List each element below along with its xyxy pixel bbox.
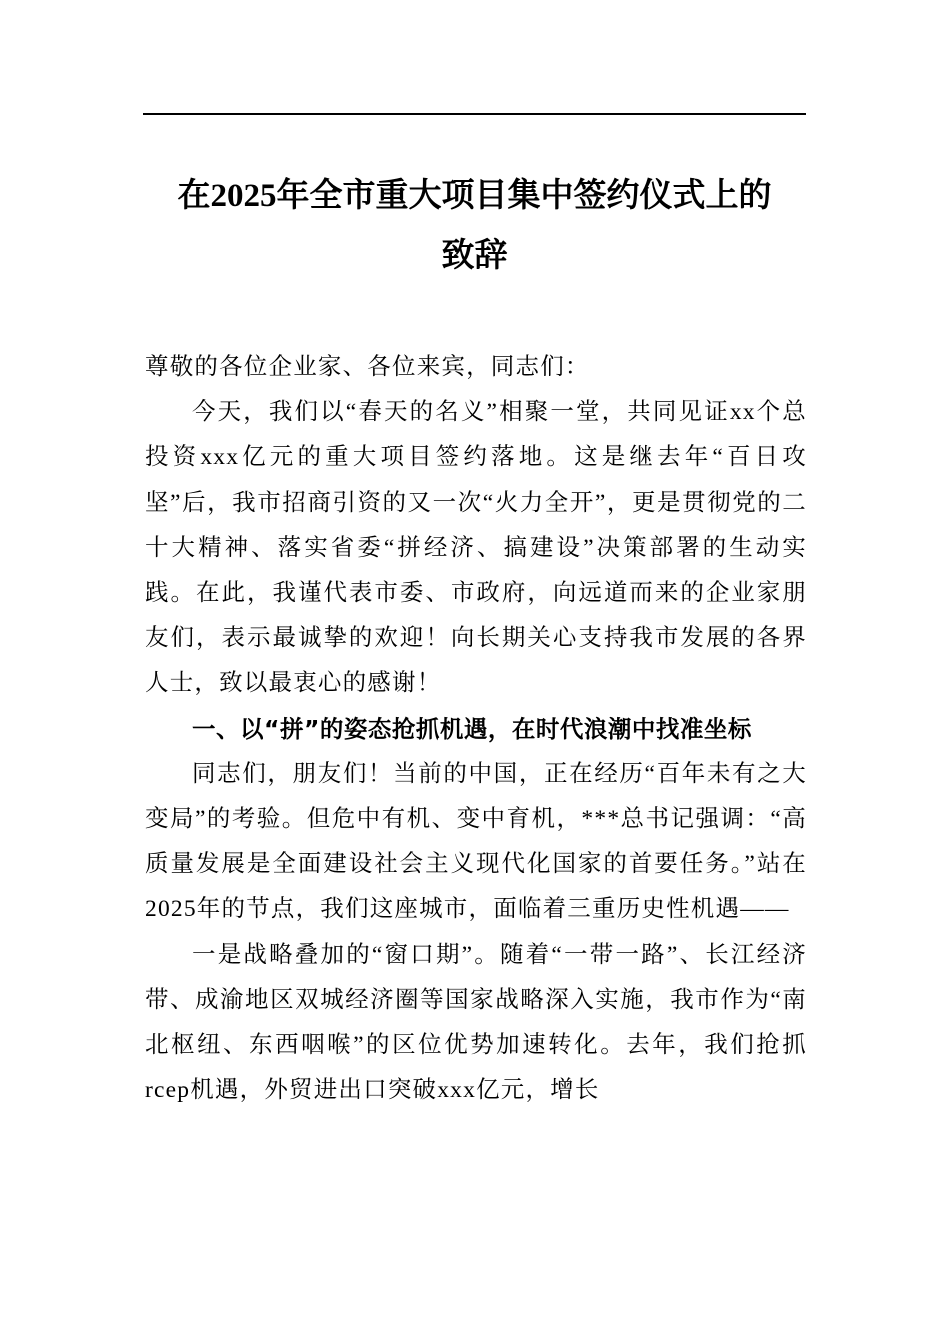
title-line-1: 在2025年全市重大项目集中签约仪式上的 (177, 178, 772, 214)
section-heading-1: 一、以“拼”的姿态抢抓机遇，在时代浪潮中找准坐标 (192, 714, 752, 743)
header-rule (143, 113, 806, 115)
document-body (145, 345, 807, 1113)
paragraph-context: 同志们，朋友们！当前的中国，正在经历“百年未有之大变局”的考验。但危中有机、变中育机，***总书记强调：“高质量发展是全面建设社会主义现代化国家的首要任务。”站在2025年的节点，我们这座城市，面临着三重历史性机遇—— (145, 760, 807, 923)
title-line-2: 致辞 (441, 238, 508, 274)
paragraph-opening: 今天，我们以“春天的名义”相聚一堂，共同见证xx个总投资xxx亿元的重大项目签约落地。这是继去年“百日攻坚”后，我市招商引资的又一次“火力全开”，更是贯彻党的二十大精神、落实省委“拼经济、搞建设”决策部署的生动实践。在此，我谨代表市委、市政府，向远道而来的企业家朋友们，表示最诚挚的欢迎！向长期关心支持我市发展的各界人士，致以最衷心的感谢！ (145, 399, 807, 697)
paragraph-opportunity-1: 一是战略叠加的“窗口期”。随着“一带一路”、长江经济带、成渝地区双城经济圈等国家战略深入实施，我市作为“南北枢纽、东西咽喉”的区位优势加速转化。去年，我们抢抓rcep机遇，外贸进出口突破xxx亿元，增长 (145, 941, 807, 1104)
document-title (143, 166, 806, 286)
salutation: 尊敬的各位企业家、各位来宾，同志们： (145, 354, 590, 380)
